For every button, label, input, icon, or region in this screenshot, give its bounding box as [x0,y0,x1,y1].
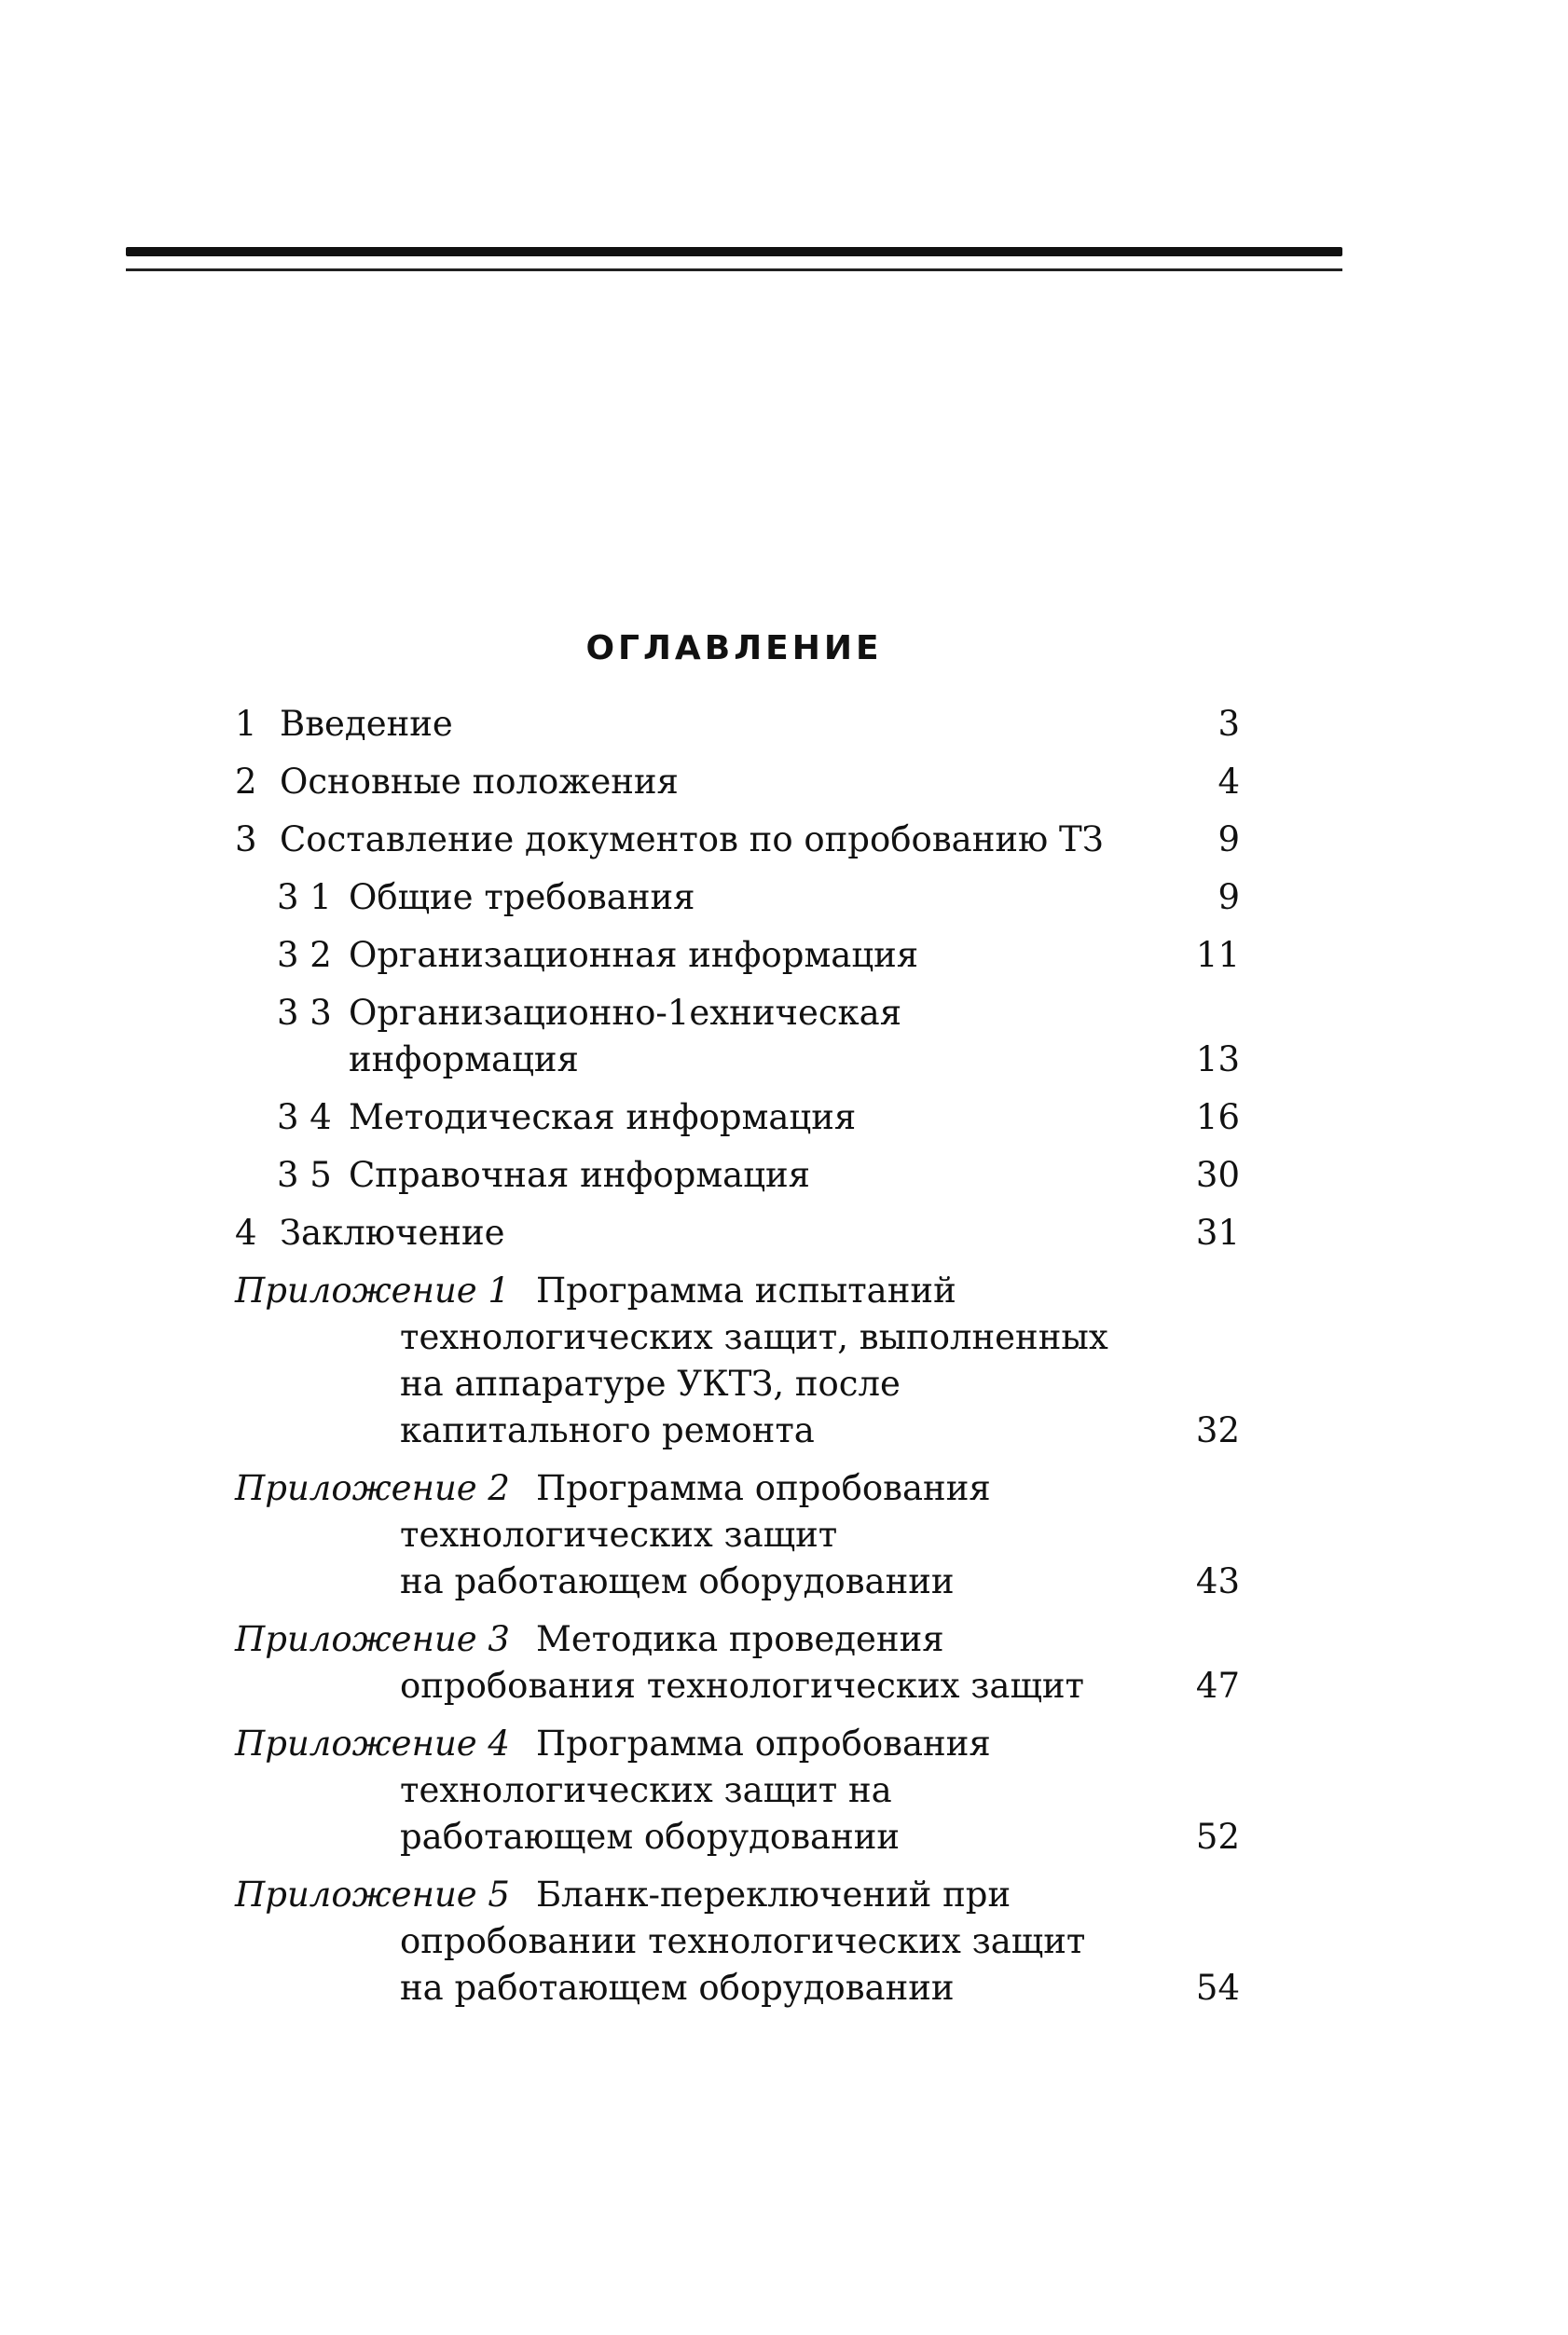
toc-appendix[interactable] [235,1465,1240,1605]
toc-entry-page: 3 [1217,704,1240,744]
appendix-label: Приложение 5 [235,1875,510,1915]
appendix-title-line: Программа опробования [535,1724,991,1764]
toc-entry-text: Введение [280,704,453,744]
header-rule-thin [126,268,1342,271]
toc-subentry-page: 11 [1195,935,1240,975]
page-title: ОГЛАВЛЕНИЕ [585,629,883,667]
toc-entry-text: Основные положения [280,762,679,802]
header-rule-thick [126,247,1342,256]
appendix-label: Приложение 3 [235,1619,510,1659]
toc-subentry-text: Общие требования [349,877,695,917]
appendix-title-line: опробовании технологических защит [400,1921,1086,1961]
toc-subentry[interactable] [235,1094,1240,1141]
toc-entry[interactable] [235,701,1240,748]
appendix-title-line: Программа испытаний [535,1271,956,1311]
appendix-title-line: на работающем оборудовании [400,1968,955,2008]
appendix-title-line: работающем оборудовании [400,1817,901,1857]
appendix-title-line: технологических защит на [400,1770,892,1810]
appendix-page: 43 [1195,1561,1240,1601]
toc-subentry[interactable] [235,932,1240,979]
toc-appendix[interactable] [235,1268,1240,1454]
toc-entry-number: 2 [235,762,257,802]
toc-subentry-number: 3 5 [277,1155,332,1195]
appendix-title-line: Программа опробования [535,1468,991,1508]
appendix-label: Приложение 2 [235,1468,510,1508]
toc-entry-number: 4 [235,1213,257,1253]
toc-subentry-text: Справочная информация [349,1155,810,1195]
toc-subentry-page: 13 [1195,1039,1240,1079]
toc-subentry-text-continued: информация [349,1039,579,1079]
table-of-contents [235,701,1240,2023]
toc-subentry-number: 3 4 [277,1097,332,1137]
toc-entry-number: 1 [235,704,257,744]
appendix-page: 47 [1195,1666,1240,1706]
toc-entry-page: 9 [1217,819,1240,859]
appendix-title-line: на аппаратуре УКТЗ, после [400,1364,901,1404]
appendix-page: 52 [1195,1817,1240,1857]
toc-subentry[interactable] [235,990,1240,1083]
toc-entry-page: 31 [1195,1213,1240,1253]
appendix-title-line: Методика проведения [535,1619,944,1659]
appendix-title-line: на работающем оборудовании [400,1561,955,1601]
toc-appendix[interactable] [235,1616,1240,1710]
appendix-page: 54 [1195,1968,1240,2008]
appendix-label: Приложение 1 [235,1271,510,1311]
appendix-page: 32 [1195,1410,1240,1450]
toc-subentry-number: 3 1 [277,877,332,917]
toc-subentry-text: Организационно-1ехническая [349,993,902,1033]
toc-appendix[interactable] [235,1872,1240,2012]
appendix-title-line: технологических защит [400,1515,838,1555]
toc-subentry-page: 9 [1217,877,1240,917]
appendix-title-line: опробования технологических защит [400,1666,1085,1706]
toc-entry[interactable] [235,759,1240,805]
appendix-title-line: капитального ремонта [400,1410,815,1450]
toc-entry-text: Заключение [280,1213,505,1253]
toc-entry-page: 4 [1217,762,1240,802]
toc-entry-text: Составление документов по опробованию ТЗ [280,819,1104,859]
toc-subentry[interactable] [235,1152,1240,1199]
toc-subentry-page: 16 [1195,1097,1240,1137]
toc-subentry[interactable] [235,874,1240,921]
toc-subentry-number: 3 3 [277,993,332,1033]
appendix-title-line: технологических защит, выполненных [400,1317,1108,1357]
toc-entry[interactable] [235,817,1240,863]
appendix-title-line: Бланк-переключений при [535,1875,1011,1915]
toc-subentry-page: 30 [1195,1155,1240,1195]
toc-appendix[interactable] [235,1721,1240,1861]
toc-subentry-text: Организационная информация [349,935,919,975]
appendix-label: Приложение 4 [235,1724,510,1764]
toc-subentry-number: 3 2 [277,935,332,975]
toc-entry-number: 3 [235,819,257,859]
toc-entry[interactable] [235,1210,1240,1257]
toc-subentry-text: Методическая информация [349,1097,857,1137]
